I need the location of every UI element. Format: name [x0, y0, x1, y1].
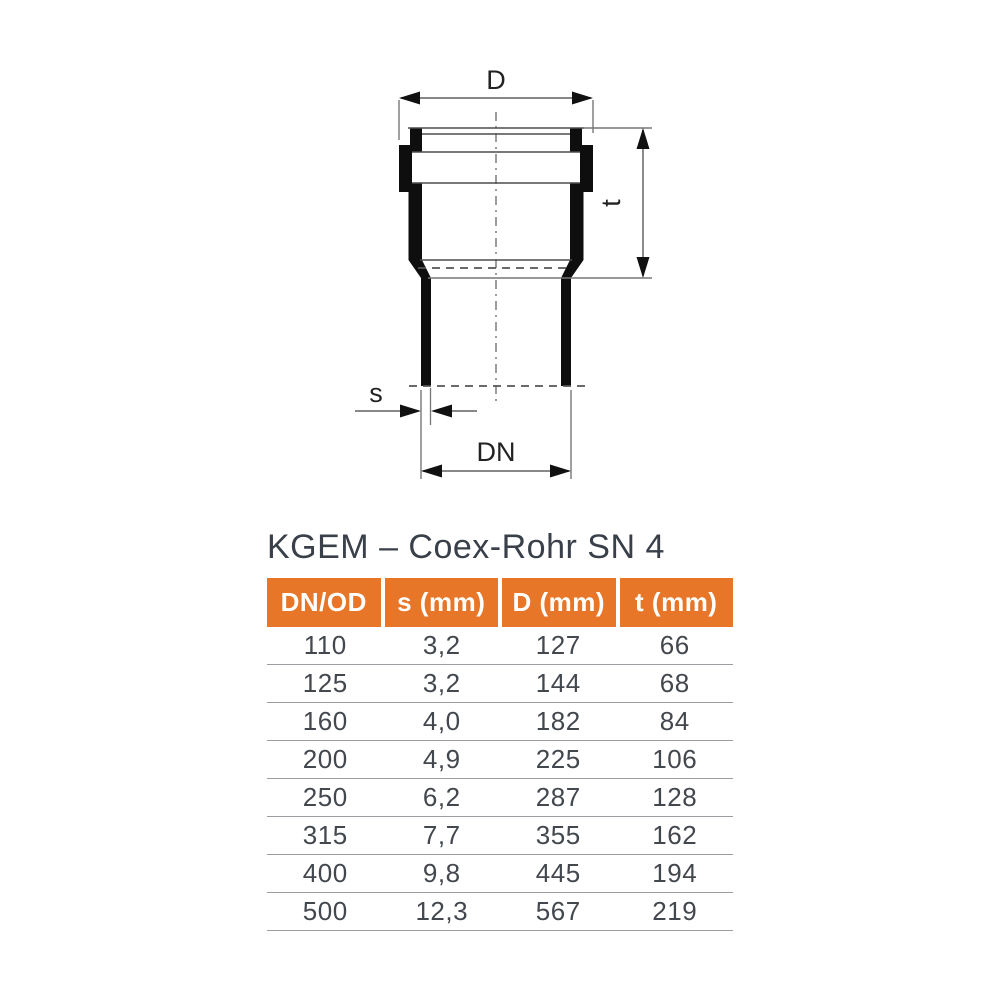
- s-arrow-left: [400, 405, 421, 418]
- cell-dn: 200: [302, 744, 348, 774]
- pipe-wall-left: [399, 128, 431, 386]
- col-header-d: D (mm): [502, 578, 616, 627]
- dn-arrow-left: [421, 465, 442, 478]
- cell-t: 66: [659, 630, 690, 660]
- cell-d: 144: [535, 668, 581, 698]
- dimension-label-dn: DN: [476, 437, 516, 467]
- cell-d: 355: [535, 820, 581, 850]
- cell-d: 445: [535, 858, 581, 888]
- d-arrow-right: [572, 92, 593, 105]
- t-arrow-top: [637, 128, 650, 149]
- table-row: [267, 703, 733, 741]
- col-header-dn-od: DN/OD: [267, 578, 381, 627]
- dimension-label-t: t: [596, 199, 626, 207]
- col-header-t: t (mm): [620, 578, 734, 627]
- cell-t: 162: [652, 820, 698, 850]
- cell-d: 567: [535, 896, 581, 926]
- dimension-label-d: D: [486, 65, 506, 95]
- dn-arrow-right: [550, 465, 571, 478]
- cell-t: 106: [652, 744, 698, 774]
- cell-dn: 110: [303, 630, 347, 660]
- table-header-row: [267, 578, 733, 627]
- cell-s: 4,9: [422, 744, 461, 774]
- cell-t: 68: [659, 668, 690, 698]
- pipe-wall-right: [561, 128, 593, 386]
- cell-dn: 400: [302, 858, 348, 888]
- table-row: [267, 855, 733, 893]
- s-arrow-right: [431, 405, 452, 418]
- cell-s: 12,3: [415, 896, 469, 926]
- table-row: [267, 627, 733, 665]
- cell-d: 225: [535, 744, 581, 774]
- cell-dn: 250: [302, 782, 348, 812]
- cell-dn: 125: [302, 668, 348, 698]
- dimension-label-s: s: [369, 378, 383, 408]
- cell-dn: 160: [302, 706, 348, 736]
- cell-t: 194: [652, 858, 698, 888]
- cell-t: 128: [652, 782, 698, 812]
- cell-dn: 315: [302, 820, 348, 850]
- col-header-s: s (mm): [385, 578, 499, 627]
- table-row: [267, 665, 733, 703]
- cell-s: 4,0: [422, 706, 461, 736]
- table-row: [267, 779, 733, 817]
- cell-s: 9,8: [422, 858, 461, 888]
- cell-s: 7,7: [422, 820, 461, 850]
- spec-table-section: [267, 529, 733, 931]
- cell-s: 3,2: [422, 668, 461, 698]
- table-body: [267, 627, 733, 931]
- cell-d: 127: [535, 630, 581, 660]
- table-row: [267, 741, 733, 779]
- cell-d: 287: [535, 782, 581, 812]
- table-row: [267, 893, 733, 931]
- d-arrow-left: [399, 92, 420, 105]
- table-row: [267, 817, 733, 855]
- cell-t: 219: [652, 896, 698, 926]
- cell-d: 182: [535, 706, 581, 736]
- cell-s: 3,2: [422, 630, 461, 660]
- cell-s: 6,2: [422, 782, 461, 812]
- cell-t: 84: [659, 706, 690, 736]
- table-title: KGEM – Coex-Rohr SN 4: [267, 528, 665, 566]
- t-arrow-bottom: [637, 257, 650, 278]
- cell-dn: 500: [302, 896, 348, 926]
